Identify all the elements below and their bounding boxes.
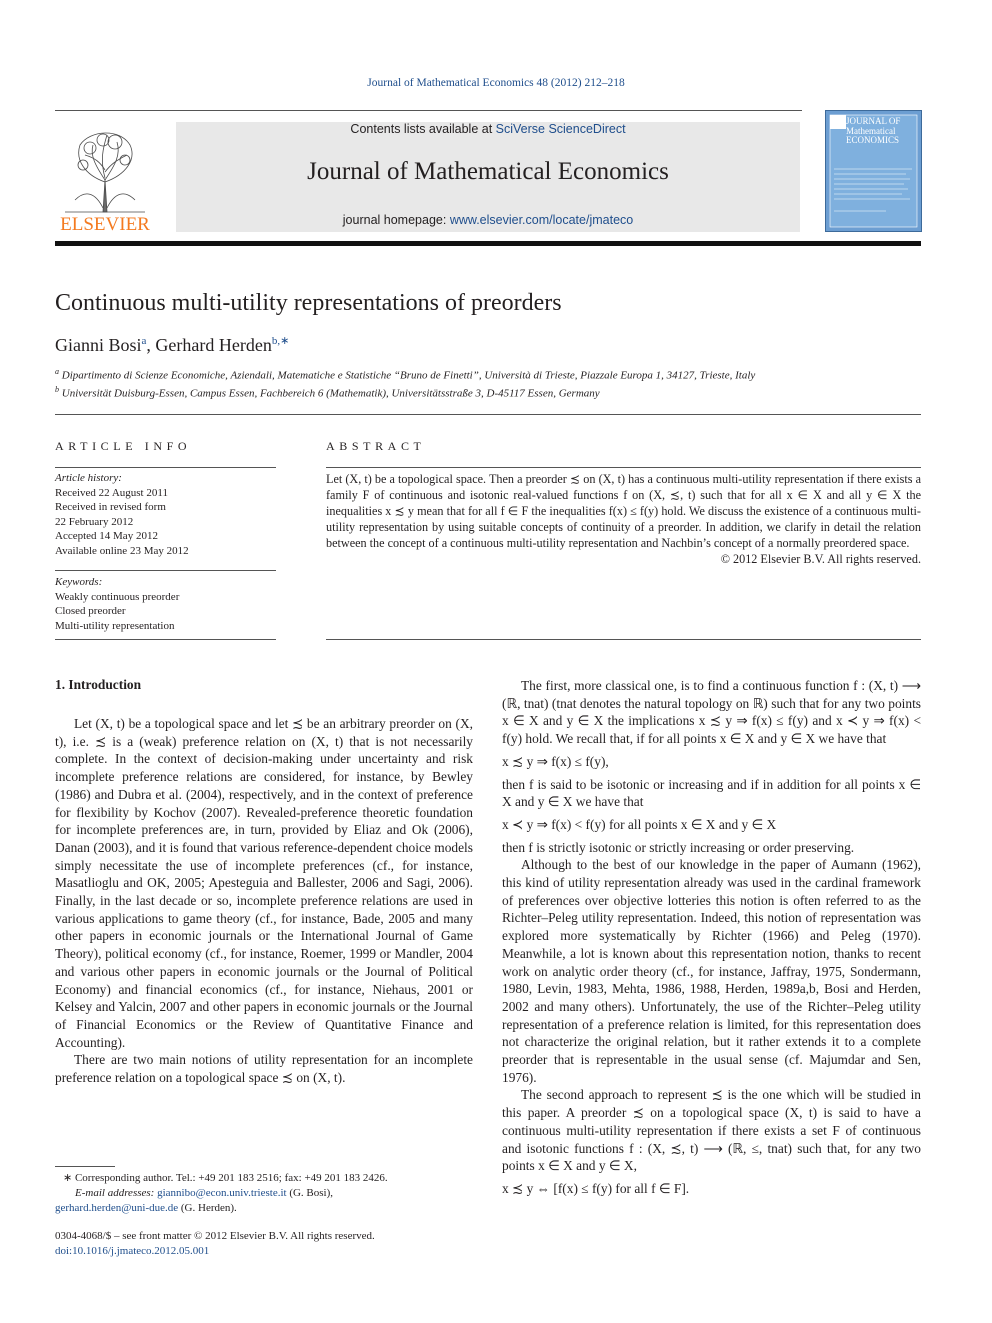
history-label: Article history:: [55, 472, 122, 484]
affiliation-b: [55, 385, 600, 400]
left-column: [55, 715, 473, 1087]
affiliation-text: Dipartimento di Scienze Economiche, Aziendali, Matematiche e Statistiche “Bruno de Finetti”, Università di Trieste, Piazzale Europa 1, 34127, Trieste, Italy: [61, 369, 756, 382]
author-list: [55, 334, 289, 356]
abstract-bottom-rule: [326, 639, 921, 640]
affiliation-mark: b: [55, 385, 59, 394]
equation: x ≾ y ⇔ [f(x) ≤ f(y) for all f ∈ F].: [502, 1180, 690, 1196]
journal-title: Journal of Mathematical Economics: [307, 158, 669, 185]
author-name[interactable]: Gerhard Herden: [155, 335, 272, 355]
corresponding-author: Corresponding author. Tel.: +49 201 183 2516; fax: +49 201 183 2426.: [74, 1172, 388, 1184]
author-separator: ,: [146, 335, 156, 355]
homepage-prefix: journal homepage:: [342, 213, 450, 227]
header-rule: [55, 110, 802, 111]
equation: x ≺ y ⇒ f(x) < f(y) for all points x ∈ X and y ∈ X: [502, 816, 777, 832]
elsevier-tree-icon: [55, 120, 155, 232]
history-item: 22 February 2012: [55, 515, 134, 528]
body-paragraph: then f is strictly isotonic or strictly increasing or order preserving.: [502, 839, 855, 855]
history-item: Available online 23 May 2012: [55, 544, 189, 557]
article-info-heading: ARTICLE INFO: [55, 439, 192, 453]
abstract-heading: ABSTRACT: [326, 439, 426, 453]
cover-image: [826, 111, 921, 231]
abstract-body: [326, 471, 921, 567]
keyword-item: Closed preorder: [55, 605, 126, 617]
journal-cover-thumbnail[interactable]: [825, 110, 922, 232]
right-column: [502, 677, 921, 1203]
intro-paragraph: There are two main notions of utility representation for an incomplete preference relation on a topological space ≾ on (X, t).: [55, 1052, 473, 1086]
keywords-label: Keywords:: [55, 576, 103, 588]
elsevier-logo: [55, 120, 155, 232]
body-paragraph: Although to the best of our knowledge in the paper of Aumann (1962), this kind of utility representation already was used in the cardinal framework of preferences over objective lotteries this notion is often referred to as the Richter–Peleg utility representation. Indeed, this notion of representation was explored more systematically by Richter (1966) and Peleg (1970). Meanwhile, a lot is known about this representation notion, thanks to recent work on analytic order theory (cf., for instance, Jaffray, 1975, Sondermann, 1980, Levin, 1983, Mehta, 1986, 1988, Herden, 1989a,b, Bosi and Herden, 2002 and many others). Unfortunately, the use of the Richter–Peleg utility representation of a preference relation is limited, for this representation does not characterize the original relation, but it rather extends it to a complete preorder that is representable in the usual sense (cf. Majumdar and Sen, 1976).: [502, 857, 921, 1085]
title-rule: [55, 414, 921, 415]
svg-text:ELSEVIER: ELSEVIER: [60, 214, 150, 232]
paper-title: Continuous multi-utility representations of preorders: [55, 290, 562, 316]
footnote-mark: ∗: [63, 1172, 73, 1184]
email-label: E-mail addresses:: [75, 1187, 158, 1199]
masthead-thick-rule: [55, 241, 921, 246]
homepage-line: [176, 213, 800, 227]
contents-line: [176, 122, 800, 136]
history-item: Accepted 14 May 2012: [55, 530, 158, 542]
body-paragraph: The second approach to represent ≾ is the one which will be studied in this paper. A preorder ≾ on a topological space (X, t) is said to have a continuous multi-utility representation if there exists a set F of continuous and isotonic functions f : (X, ≾, t) ⟶ (ℝ, ≤, tnat) such that, for any two points x ∈ X and y ∈ X,: [502, 1087, 921, 1174]
body-paragraph: The first, more classical one, is to find a continuous function f : (X, t) ⟶ (ℝ, tnat) (tnat denotes the natural topology on ℝ) such that for any two points x ∈ X and y ∈ X the implications x ≾ y ⇒ f(x) ≤ f(y) and x ≺ y ⇒ f(x) < f(y) hold. We recall that, if for all points x ∈ X and y ∈ X we have that: [502, 678, 921, 747]
footnote-rule: [55, 1166, 115, 1167]
sciencedirect-link[interactable]: SciVerse ScienceDirect: [495, 122, 626, 136]
affiliation-mark[interactable]: b,∗: [271, 335, 290, 347]
affiliation-a: [55, 367, 755, 382]
footnote: [55, 1171, 475, 1216]
keyword-item: Weakly continuous preorder: [55, 590, 180, 603]
front-matter: [55, 1229, 375, 1259]
keyword-item: Multi-utility representation: [55, 619, 175, 632]
email-link[interactable]: giannibo@econ.univ.trieste.it: [157, 1187, 287, 1199]
keywords: [55, 575, 276, 633]
abstract-rule: [326, 467, 921, 468]
keywords-rule: [55, 570, 276, 571]
history-item: Received in revised form: [55, 501, 166, 513]
copyright: © 2012 Elsevier B.V. All rights reserved.: [720, 552, 921, 566]
email-owner: (G. Herden).: [178, 1202, 237, 1214]
affiliation-mark[interactable]: a: [141, 335, 147, 347]
article-info-rule: [55, 467, 276, 468]
section-heading-introduction: 1. Introduction: [55, 677, 142, 692]
equation: x ≾ y ⇒ f(x) ≤ f(y),: [502, 753, 609, 769]
email-owner: (G. Bosi),: [286, 1187, 334, 1199]
cover-title: JOURNAL OF Mathematical ECONOMICS: [846, 117, 901, 145]
intro-paragraph: Let (X, t) be a topological space and let ≾ be an arbitrary preorder on (X, t), i.e. ≾ is a (weak) preference relation on (X, t) that is not necessarily complete. In the context of decision-making under uncertainty and risk incomplete preference relations are considered, for instance, by Bewley (1986) and Dubra et al. (2004), respectively, and in the context of preference for flexibility by Kochov (2007). Revealed-preference theoretic foundation for incomplete preferences are, in turn, provided by Eliaz and Ok (2006), Danan (2003), and it is found that various reference-dependent choice models simply necessitate the use of incomplete preferences (cf., for instance, Masatlioglu and OK, 2005; Apesteguia and Ballester, 2006 and Sagi, 2006). Finally, in the last decade or so, incomplete preference relations are used in various applications to game theory (cf., for instance, Bade, 2005 and many other papers in economic journals or the International Journal of Game Theory), political economy (cf., for instance, Roemer, 1999 or Mandler, 2004 and various other papers in economic journals or the Journal of Political Economy) and financial economics (cf., for instance, Niehaus, 2001 or Kelsey and Yalcin, 2007 and other papers in economic journals or the Journal of Financial Economics or the Review of Quantitative Finance and Accounting).: [55, 716, 473, 1050]
homepage-link[interactable]: www.elsevier.com/locate/jmateco: [449, 213, 634, 227]
history-item: Received 22 August 2011: [55, 486, 168, 499]
email-link[interactable]: gerhard.herden@uni-due.de: [55, 1202, 179, 1214]
author-name[interactable]: Gianni Bosi: [55, 335, 142, 355]
body-paragraph: then f is said to be isotonic or increasing and if in addition for all points x ∈ X and y ∈ X we have that: [502, 776, 921, 810]
contents-prefix: Contents lists available at: [350, 122, 496, 136]
affiliation-mark: a: [55, 367, 59, 376]
abstract-text: Let (X, t) be a topological space. Then a preorder ≾ on (X, t) has a continuous multi-utility representation if there exists a family F of continuous and isotonic real-valued functions f on (X, ≾, t) such that for all x ∈ X and all y ∈ X the inequalities x ≾ y mean that for all f ∈ F the inequalities f(x) ≤ f(y) hold. We discuss the existence of a continuous multi-utility representation by using suitable concepts of continuity of a preorder. In addition, we clarify in detail the relation between the concept of a continuous multi-utility representation and Nachbin’s concept of a normally preordered space.: [326, 472, 921, 550]
doi-link[interactable]: doi:10.1016/j.jmateco.2012.05.001: [55, 1245, 210, 1257]
article-history: [55, 471, 276, 558]
article-info-bottom-rule: [55, 639, 276, 640]
affiliation-text: Universität Duisburg-Essen, Campus Essen, Fachbereich 6 (Mathematik), Universitätsstraße 3, D-45117 Essen, Germany: [61, 387, 600, 400]
front-matter-text: 0304-4068/$ – see front matter © 2012 Elsevier B.V. All rights reserved.: [55, 1230, 375, 1242]
journal-citation[interactable]: Journal of Mathematical Economics 48 (2012) 212–218: [367, 77, 625, 89]
